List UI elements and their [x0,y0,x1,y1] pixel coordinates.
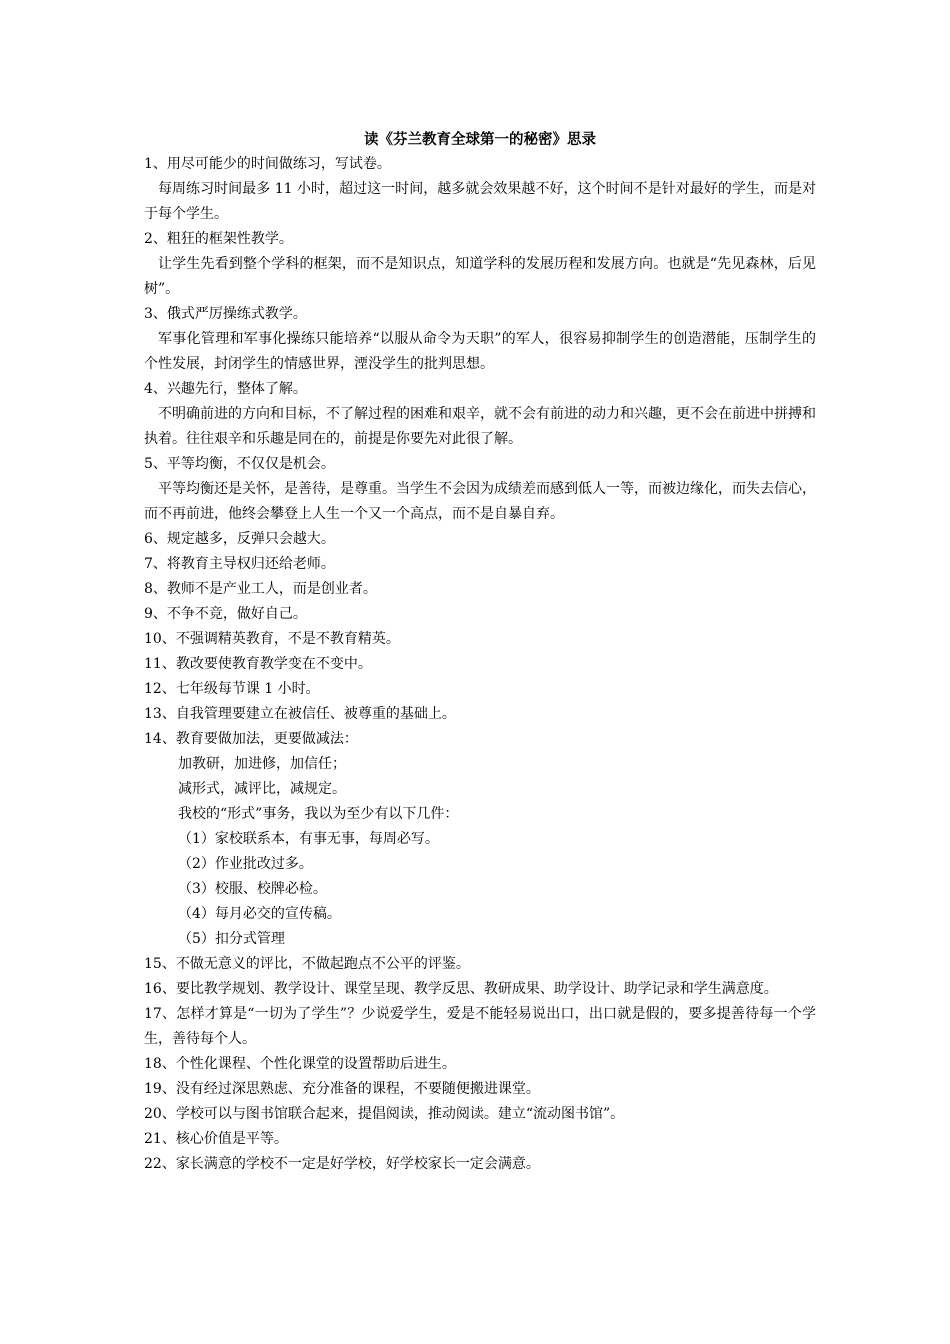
item-5-body: 平等均衡还是关怀，是善待，是尊重。当学生不会因为成绩差而感到低人一等，而被边缘化，而失去信心，而不再前进，他终会攀登上人生一个又一个高点，而不是自暴自弃。 [144,481,816,522]
item-18: 18、个性化课程、个性化课堂的设置帮助后进生。 [144,1056,456,1072]
item-1-heading: 1、用尽可能少的时间做练习，写试卷。 [144,156,391,172]
item-22: 22、家长满意的学校不一定是好学校，好学校家长一定会满意。 [144,1156,540,1172]
item-19: 19、没有经过深思熟虑、充分准备的课程，不要随便搬进课堂。 [144,1081,540,1097]
item-11: 11、教改要使教育教学变在不变中。 [144,656,372,672]
document-title: 读《芬兰教育全球第一的秘密》思录 [364,131,596,148]
item-17: 17、怎样才算是“一切为了学生”？少说爱学生，爱是不能轻易说出口，出口就是假的，要多提善待每一个学生，善待每个人。 [144,1006,816,1047]
item-5-heading: 5、平等均衡，不仅仅是机会。 [144,456,335,472]
list-item: （1）家校联系本，有事无事，每周必写。 [178,831,439,847]
item-16: 16、要比教学规划、教学设计、课堂呈现、教学反思、教研成果、助学设计、助学记录和学生满意度。 [144,981,778,997]
item-3-body: 军事化管理和军事化操练只能培养“以服从命令为天职”的军人，很容易抑制学生的创造潜能，压制学生的个性发展，封闭学生的情感世界，湮没学生的批判思想。 [144,331,816,372]
item-15: 15、不做无意义的评比，不做起跑点不公平的评鉴。 [144,956,470,972]
item-14-heading: 14、教育要做加法，更要做减法： [144,731,358,747]
item-1-body: 每周练习时间最多 11 小时，超过这一时间，越多就会效果越不好，这个时间不是针对最好的学生，而是对于每个学生。 [144,181,816,222]
item-6: 6、规定越多，反弹只会越大。 [144,531,335,547]
item-12: 12、七年级每节课 1 小时。 [144,681,320,697]
item-10: 10、不强调精英教育，不是不教育精英。 [144,631,400,647]
item-14-subtract: 减形式，减评比，减规定。 [178,781,346,797]
item-2-heading: 2、粗狂的框架性教学。 [144,231,293,247]
item-8: 8、教师不是产业工人，而是创业者。 [144,581,377,597]
item-4-body: 不明确前进的方向和目标，不了解过程的困难和艰辛，就不会有前进的动力和兴趣，更不会在前进中拼搏和执着。往往艰辛和乐趣是同在的，前提是你要先对此很了解。 [144,406,816,447]
item-20: 20、学校可以与图书馆联合起来，提倡阅读，推动阅读。建立“流动图书馆”。 [144,1106,625,1122]
item-4-heading: 4、兴趣先行，整体了解。 [144,381,307,397]
item-14-intro: 我校的“形式”事务，我以为至少有以下几件： [178,806,459,822]
item-3-heading: 3、俄式严厉操练式教学。 [144,306,307,322]
item-13: 13、自我管理要建立在被信任、被尊重的基础上。 [144,706,456,722]
document-body [144,127,816,1177]
list-item: （2）作业批改过多。 [178,856,313,872]
list-item: （3）校服、校牌必检。 [178,881,327,897]
item-7: 7、将教育主导权归还给老师。 [144,556,335,572]
list-item: （5）扣分式管理 [178,931,285,947]
item-14-add: 加教研，加进修，加信任； [178,756,346,772]
item-2-body: 让学生先看到整个学科的框架，而不是知识点，知道学科的发展历程和发展方向。也就是“先见森林，后见树”。 [144,256,816,297]
item-21: 21、核心价值是平等。 [144,1131,288,1147]
list-item: （4）每月必交的宣传稿。 [178,906,341,922]
item-9: 9、不争不竞，做好自己。 [144,606,307,622]
